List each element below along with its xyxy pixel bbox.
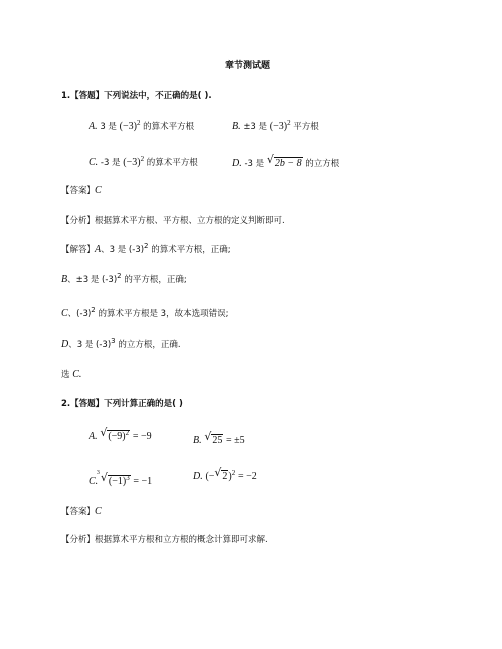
q2-option-a: A. √ $(-9)^2 = -9$ [89, 426, 152, 442]
q1-option-c: C. -3 是 $(-3)^2$ 的算术平方根 [89, 155, 198, 168]
question-1-stem: 1.【答题】下列说法中，不正确的是( ). [61, 91, 212, 101]
q1-option-d: D. -3 是 √ 2b − 8 的立方根 [232, 153, 340, 169]
q1-option-a: A. 3 是 $(-3)^2$ 的算术平方根 [89, 119, 195, 132]
q1-solution-line-3: C、$(-3)^2$ 的算术平方根是 3，故本选项错误; [61, 306, 229, 319]
q2-option-d: D. (− √ 2)$^2$ = −2 [193, 466, 257, 482]
q1-conclusion: 选 C. [61, 369, 82, 380]
q1-analysis: 【分析】根据算术平方根、平方根、立方根的定义判断即可. [61, 216, 285, 226]
sqrt-symbol: √ 25 [204, 430, 223, 446]
q1-solution-line-4: D、3 是 $(-3)^3$ 的立方根，正确. [61, 337, 181, 350]
q2-option-c: C. 3 √ $(-1)^3 = -1$ [89, 470, 153, 487]
q1-solution-line-1: 【解答】A、3 是 $(-3)^2$ 的算术平方根，正确; [61, 242, 231, 255]
question-2-stem: 2.【答题】下列计算正确的是( ) [61, 399, 183, 409]
q1-option-b: B. ±3 是 $(-3)^2$ 平方根 [232, 119, 319, 132]
sqrt-symbol: √ 2 [214, 466, 228, 482]
q2-analysis: 【分析】根据算术平方根和立方根的概念计算即可求解. [61, 535, 268, 545]
cube-root-symbol: 3 √ $(-1)^3$ [96, 470, 130, 487]
q2-option-b: B. √ 25 = ±5 [193, 430, 245, 446]
page-title: 章节测试题 [225, 61, 271, 71]
q1-answer: 【答案】C [61, 185, 102, 196]
q1-solution-line-2: B、±3 是 $(-3)^2$ 的平方根，正确; [61, 272, 187, 285]
sqrt-symbol: √ $(-9)^2$ [100, 426, 130, 442]
sqrt-symbol: √ 2b − 8 [266, 153, 302, 169]
q2-answer: 【答案】C [61, 506, 102, 517]
